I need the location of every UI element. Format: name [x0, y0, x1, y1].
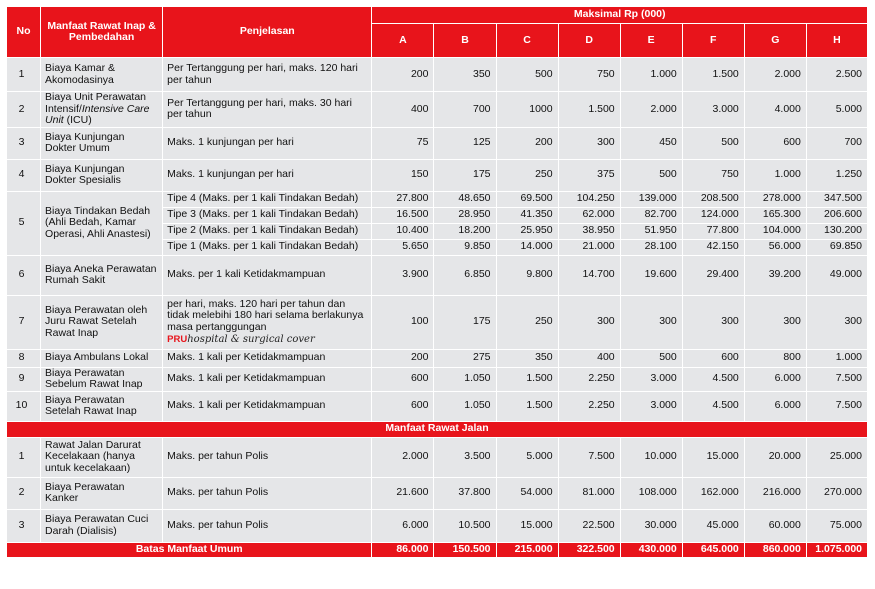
header-plan: D	[559, 24, 621, 58]
row-number: 2	[7, 92, 41, 128]
plan-value: 21.000	[559, 240, 621, 256]
table-row	[7, 256, 868, 296]
header-plan: E	[621, 24, 683, 58]
plan-value: 400	[372, 92, 434, 128]
row-number: 2	[7, 478, 41, 510]
plan-value: 104.000	[745, 224, 807, 240]
plan-value: 5.000	[497, 438, 559, 478]
plan-value: 208.500	[683, 192, 745, 208]
plan-value: 7.500	[807, 392, 868, 422]
benefit-description: Maks. 1 kali per Ketidakmampuan	[163, 368, 372, 392]
total-row	[7, 543, 868, 558]
plan-value: 108.000	[621, 478, 683, 510]
benefit-table	[7, 7, 868, 558]
total-value: 1.075.000	[807, 543, 868, 558]
plan-value: 69.850	[807, 240, 868, 256]
plan-value: 1.500	[497, 368, 559, 392]
benefit-description: Maks. per tahun Polis	[163, 478, 372, 510]
plan-value: 7.500	[807, 368, 868, 392]
header-plan: B	[434, 24, 496, 58]
total-value: 86.000	[372, 543, 434, 558]
plan-value: 56.000	[745, 240, 807, 256]
row-number: 1	[7, 438, 41, 478]
plan-value: 216.000	[745, 478, 807, 510]
plan-value: 3.000	[683, 92, 745, 128]
plan-value: 3.900	[372, 256, 434, 296]
plan-value: 38.950	[559, 224, 621, 240]
plan-value: 100	[372, 296, 434, 350]
plan-value: 700	[807, 128, 868, 160]
table-row	[7, 350, 868, 368]
benefit-description	[163, 296, 372, 350]
plan-value: 21.600	[372, 478, 434, 510]
plan-value: 6.000	[745, 368, 807, 392]
plan-value: 500	[621, 350, 683, 368]
plan-value: 600	[745, 128, 807, 160]
plan-value: 54.000	[497, 478, 559, 510]
benefit-name: Rawat Jalan Darurat Kecelakaan (hanya untuk kecelakaan)	[41, 438, 163, 478]
row-number: 3	[7, 510, 41, 543]
benefit-name	[41, 92, 163, 128]
plan-value: 1.250	[807, 160, 868, 192]
total-value: 645.000	[683, 543, 745, 558]
row-number: 9	[7, 368, 41, 392]
total-label: Batas Manfaat Umum	[7, 543, 372, 558]
plan-value: 10.000	[621, 438, 683, 478]
benefit-name: Biaya Perawatan oleh Juru Rawat Setelah Rawat Inap	[41, 296, 163, 350]
plan-value: 30.000	[621, 510, 683, 543]
plan-value: 139.000	[621, 192, 683, 208]
plan-value: 206.600	[807, 208, 868, 224]
plan-value: 16.500	[372, 208, 434, 224]
plan-value: 750	[683, 160, 745, 192]
plan-value: 300	[559, 128, 621, 160]
plan-value: 1.500	[559, 92, 621, 128]
total-value: 322.500	[559, 543, 621, 558]
plan-value: 300	[559, 296, 621, 350]
plan-value: 1.000	[745, 160, 807, 192]
plan-value: 22.500	[559, 510, 621, 543]
plan-value: 60.000	[745, 510, 807, 543]
plan-value: 9.800	[497, 256, 559, 296]
benefit-description: Per Tertanggung per hari, maks. 120 hari per tahun	[163, 58, 372, 92]
plan-value: 600	[683, 350, 745, 368]
row-number: 3	[7, 128, 41, 160]
plan-value: 300	[683, 296, 745, 350]
plan-value: 20.000	[745, 438, 807, 478]
plan-value: 300	[621, 296, 683, 350]
plan-value: 27.800	[372, 192, 434, 208]
plan-value: 400	[559, 350, 621, 368]
plan-value: 175	[434, 296, 496, 350]
benefit-name: Biaya Aneka Perawatan Rumah Sakit	[41, 256, 163, 296]
plan-value: 6.000	[372, 510, 434, 543]
plan-value: 15.000	[497, 510, 559, 543]
plan-value: 278.000	[745, 192, 807, 208]
benefit-description: Maks. per tahun Polis	[163, 438, 372, 478]
plan-value: 350	[497, 350, 559, 368]
plan-value: 270.000	[807, 478, 868, 510]
plan-value: 1.050	[434, 368, 496, 392]
plan-value: 700	[434, 92, 496, 128]
plan-value: 69.500	[497, 192, 559, 208]
plan-value: 600	[372, 392, 434, 422]
plan-value: 14.700	[559, 256, 621, 296]
benefit-description: Maks. 1 kali per Ketidakmampuan	[163, 392, 372, 422]
logo-pru: PRU	[167, 334, 188, 346]
benefit-name: Biaya Perawatan Sebelum Rawat Inap	[41, 368, 163, 392]
plan-value: 1.000	[621, 58, 683, 92]
plan-value: 300	[807, 296, 868, 350]
plan-value: 62.000	[559, 208, 621, 224]
plan-value: 3.000	[621, 392, 683, 422]
benefit-name: Biaya Perawatan Kanker	[41, 478, 163, 510]
header-penjelasan: Penjelasan	[163, 7, 372, 58]
plan-value: 200	[372, 350, 434, 368]
plan-value: 375	[559, 160, 621, 192]
header-manfaat: Manfaat Rawat Inap & Pembedahan	[41, 7, 163, 58]
plan-value: 2.250	[559, 392, 621, 422]
plan-value: 175	[434, 160, 496, 192]
description-text: per hari, maks. 120 hari per tahun dan tidak melebihi 180 hari selama berlakunya masa pertanggungan	[167, 297, 364, 333]
total-value: 215.000	[497, 543, 559, 558]
table-row	[7, 128, 868, 160]
benefit-name-part: Biaya Unit Perawatan Intensif/	[45, 92, 147, 115]
plan-value: 200	[372, 58, 434, 92]
table-row	[7, 478, 868, 510]
row-number: 5	[7, 192, 41, 256]
plan-value: 6.850	[434, 256, 496, 296]
benefit-description: Tipe 2 (Maks. per 1 kali Tindakan Bedah)	[163, 224, 372, 240]
row-number: 4	[7, 160, 41, 192]
plan-value: 1000	[497, 92, 559, 128]
plan-value: 39.200	[745, 256, 807, 296]
total-value: 860.000	[745, 543, 807, 558]
header-plan: C	[497, 24, 559, 58]
plan-value: 29.400	[683, 256, 745, 296]
plan-value: 25.000	[807, 438, 868, 478]
plan-value: 1.050	[434, 392, 496, 422]
plan-value: 165.300	[745, 208, 807, 224]
benefit-description: Per Tertanggung per hari, maks. 30 hari per tahun	[163, 92, 372, 128]
benefit-description: Maks. 1 kali per Ketidakmampuan	[163, 350, 372, 368]
table-row	[7, 92, 868, 128]
plan-value: 1.000	[807, 350, 868, 368]
plan-value: 275	[434, 350, 496, 368]
plan-value: 41.350	[497, 208, 559, 224]
header-plan: G	[745, 24, 807, 58]
plan-value: 81.000	[559, 478, 621, 510]
plan-value: 2.250	[559, 368, 621, 392]
benefit-name-italic: Intensive Care Unit	[45, 102, 150, 126]
inpatient-section	[7, 58, 868, 422]
plan-value: 250	[497, 296, 559, 350]
header-plan: H	[807, 24, 868, 58]
plan-value: 5.650	[372, 240, 434, 256]
benefit-description: Maks. per tahun Polis	[163, 510, 372, 543]
row-number: 7	[7, 296, 41, 350]
plan-value: 1.500	[497, 392, 559, 422]
plan-value: 750	[559, 58, 621, 92]
plan-value: 10.400	[372, 224, 434, 240]
total-section	[7, 543, 868, 558]
outpatient-title: Manfaat Rawat Jalan	[7, 422, 868, 438]
plan-value: 7.500	[559, 438, 621, 478]
header-maksimal: Maksimal Rp (000)	[372, 7, 868, 24]
plan-value: 82.700	[621, 208, 683, 224]
benefit-name-part: (ICU)	[63, 114, 92, 126]
plan-value: 1.500	[683, 58, 745, 92]
plan-value: 77.800	[683, 224, 745, 240]
plan-value: 200	[497, 128, 559, 160]
plan-value: 4.000	[745, 92, 807, 128]
plan-value: 75.000	[807, 510, 868, 543]
plan-value: 48.650	[434, 192, 496, 208]
plan-value: 19.600	[621, 256, 683, 296]
benefit-name: Biaya Kunjungan Dokter Umum	[41, 128, 163, 160]
plan-value: 800	[745, 350, 807, 368]
row-number: 10	[7, 392, 41, 422]
logo-text: hospital & surgical cover	[187, 334, 315, 346]
plan-value: 2.000	[745, 58, 807, 92]
plan-value: 25.950	[497, 224, 559, 240]
outpatient-section	[7, 438, 868, 543]
plan-value: 124.000	[683, 208, 745, 224]
benefit-name: Biaya Kamar & Akomodasinya	[41, 58, 163, 92]
plan-value: 4.500	[683, 392, 745, 422]
plan-value: 3.000	[621, 368, 683, 392]
table-row	[7, 392, 868, 422]
plan-value: 250	[497, 160, 559, 192]
plan-value: 28.950	[434, 208, 496, 224]
benefit-description: Maks. 1 kunjungan per hari	[163, 160, 372, 192]
total-value: 430.000	[621, 543, 683, 558]
plan-value: 4.500	[683, 368, 745, 392]
plan-value: 104.250	[559, 192, 621, 208]
plan-value: 51.950	[621, 224, 683, 240]
plan-value: 162.000	[683, 478, 745, 510]
benefit-description: Maks. 1 kunjungan per hari	[163, 128, 372, 160]
benefit-name: Biaya Perawatan Cuci Darah (Dialisis)	[41, 510, 163, 543]
plan-value: 2.000	[372, 438, 434, 478]
header-plan: A	[372, 24, 434, 58]
benefit-name: Biaya Tindakan Bedah (Ahli Bedah, Kamar Operasi, Ahli Anastesi)	[41, 192, 163, 256]
plan-value: 10.500	[434, 510, 496, 543]
plan-value: 600	[372, 368, 434, 392]
table-row	[7, 296, 868, 350]
benefit-name: Biaya Kunjungan Dokter Spesialis	[41, 160, 163, 192]
plan-value: 2.500	[807, 58, 868, 92]
table-row	[7, 438, 868, 478]
plan-value: 350	[434, 58, 496, 92]
header-plan: F	[683, 24, 745, 58]
row-number: 8	[7, 350, 41, 368]
plan-value: 37.800	[434, 478, 496, 510]
pru-hospital-logo	[167, 334, 367, 345]
plan-value: 125	[434, 128, 496, 160]
header-no: No	[7, 7, 41, 58]
plan-value: 300	[745, 296, 807, 350]
benefit-description: Tipe 1 (Maks. per 1 kali Tindakan Bedah)	[163, 240, 372, 256]
row-number: 6	[7, 256, 41, 296]
plan-value: 500	[497, 58, 559, 92]
benefit-name: Biaya Perawatan Setelah Rawat Inap	[41, 392, 163, 422]
plan-value: 2.000	[621, 92, 683, 128]
table-row	[7, 192, 868, 208]
row-number: 1	[7, 58, 41, 92]
plan-value: 347.500	[807, 192, 868, 208]
plan-value: 14.000	[497, 240, 559, 256]
plan-value: 15.000	[683, 438, 745, 478]
benefit-description: Tipe 4 (Maks. per 1 kali Tindakan Bedah)	[163, 192, 372, 208]
plan-value: 500	[621, 160, 683, 192]
plan-value: 150	[372, 160, 434, 192]
plan-value: 28.100	[621, 240, 683, 256]
plan-value: 130.200	[807, 224, 868, 240]
table-row	[7, 160, 868, 192]
outpatient-header	[7, 422, 868, 438]
benefit-description: Maks. per 1 kali Ketidakmampuan	[163, 256, 372, 296]
plan-value: 42.150	[683, 240, 745, 256]
plan-value: 75	[372, 128, 434, 160]
table-row	[7, 58, 868, 92]
plan-value: 3.500	[434, 438, 496, 478]
plan-value: 5.000	[807, 92, 868, 128]
total-value: 150.500	[434, 543, 496, 558]
plan-value: 18.200	[434, 224, 496, 240]
plan-value: 6.000	[745, 392, 807, 422]
table-row	[7, 368, 868, 392]
plan-value: 45.000	[683, 510, 745, 543]
plan-value: 49.000	[807, 256, 868, 296]
benefit-description: Tipe 3 (Maks. per 1 kali Tindakan Bedah)	[163, 208, 372, 224]
benefit-name: Biaya Ambulans Lokal	[41, 350, 163, 368]
plan-value: 450	[621, 128, 683, 160]
plan-value: 500	[683, 128, 745, 160]
table-row	[7, 510, 868, 543]
plan-value: 9.850	[434, 240, 496, 256]
